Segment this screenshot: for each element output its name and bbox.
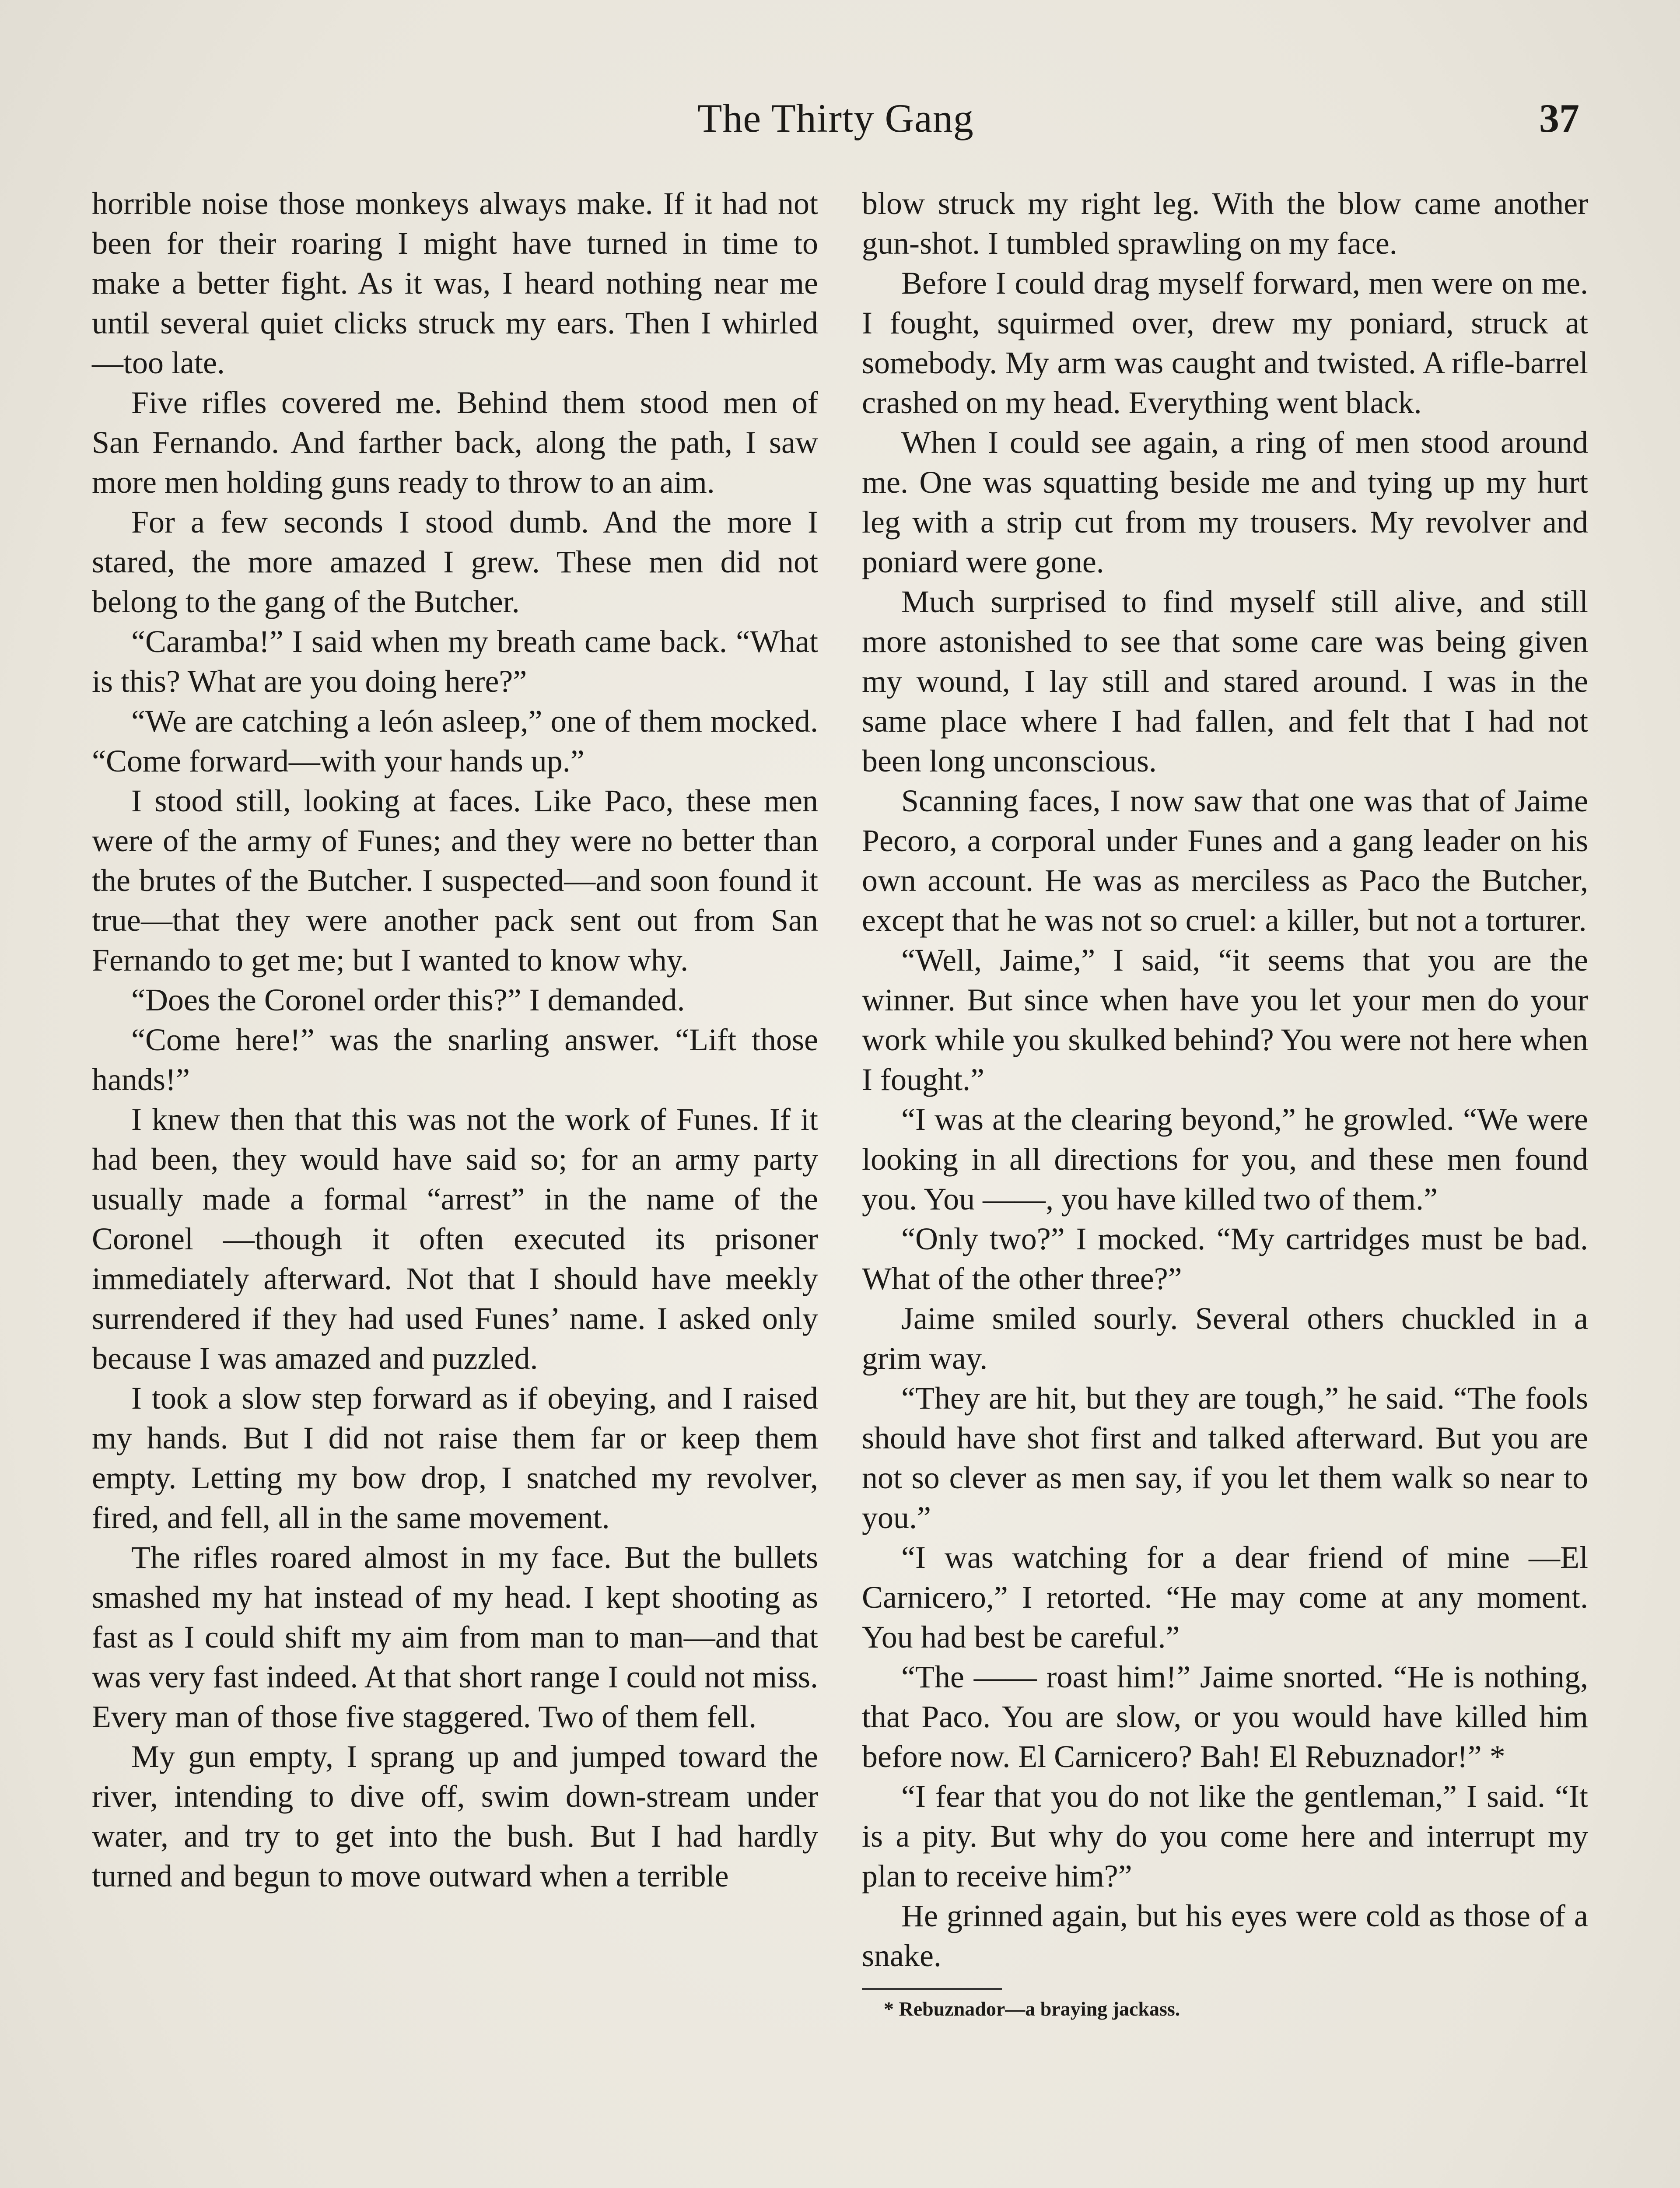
paragraph: Much surprised to find myself still alive, and still more astonished to see that some care was being given my wound, I lay still and stared around. I was in the same place where I had fallen, and felt that I had not been long unconscious. (862, 584, 1588, 778)
paragraph: Five rifles covered me. Behind them stood men of San Fernando. And farther back, along the path, I saw more men holding guns ready to throw to an aim. (92, 385, 818, 500)
paragraph: “The —— roast him!” Jaime snorted. “He is nothing, that Paco. You are slow, or you would have killed him before now. El Carnicero? Bah! El Rebuznador!” * (862, 1659, 1588, 1774)
paragraph: He grinned again, but his eyes were cold as those of a snake. (862, 1898, 1588, 1973)
paragraph: blow struck my right leg. With the blow came another gun-shot. I tumbled sprawling on my face. (862, 186, 1588, 261)
paragraph: “I fear that you do not like the gentleman,” I said. “It is a pity. But why do you come here and interrupt my plan to receive him?” (862, 1779, 1588, 1893)
right-column (862, 184, 1588, 2188)
paragraph: Jaime smiled sourly. Several others chuckled in a grim way. (862, 1301, 1588, 1376)
paragraph: When I could see again, a ring of men stood around me. One was squatting beside me and tying up my hurt leg with a strip cut from my trousers. My revolver and poniard were gone. (862, 425, 1588, 579)
running-title: The Thirty Gang (697, 96, 974, 140)
paragraph: I took a slow step forward as if obeying, and I raised my hands. But I did not raise them far or keep them empty. Letting my bow drop, I snatched my revolver, fired, and fell, all in the same movement. (92, 1381, 818, 1535)
paragraph: horrible noise those monkeys always make. If it had not been for their roaring I might have turned in time to make a better fight. As it was, I heard nothing near me until several quiet clicks struck my ears. Then I whirled—too late. (92, 186, 818, 380)
running-header (92, 90, 1579, 147)
paragraph: “Well, Jaime,” I said, “it seems that you are the winner. But since when have you let your men do your work while you skulked behind? You were not here when I fought.” (862, 943, 1588, 1097)
paragraph: Scanning faces, I now saw that one was that of Jaime Pecoro, a corporal under Funes and a gang leader on his own account. He was as merciless as Paco the Butcher, except that he was not so cruel: a killer, but not a torturer. (862, 783, 1588, 938)
paragraph: “Does the Coronel order this?” I demanded. (131, 982, 685, 1017)
paragraph: “Caramba!” I said when my breath came back. “What is this? What are you doing here?” (92, 624, 818, 699)
paragraph: “I was at the clearing beyond,” he growled. “We were looking in all directions for you, and these men found you. You ——, you have killed two of them.” (862, 1102, 1588, 1217)
paragraph: For a few seconds I stood dumb. And the more I stared, the more amazed I grew. These men did not belong to the gang of the Butcher. (92, 505, 818, 619)
paragraph: “They are hit, but they are tough,” he said. “The fools should have shot first and talked afterward. But you are not so clever as men say, if you let them walk so near to you.” (862, 1381, 1588, 1535)
paragraph: “I was watching for a dear friend of mine —El Carnicero,” I retorted. “He may come at any moment. You had best be careful.” (862, 1540, 1588, 1655)
paragraph: Before I could drag myself forward, men were on me. I fought, squirmed over, drew my poniard, struck at somebody. My arm was caught and twisted. A rifle-barrel crashed on my head. Everything went black. (862, 266, 1588, 420)
paragraph: My gun empty, I sprang up and jumped toward the river, intending to dive off, swim down-stream under water, and try to get into the bush. But I had hardly turned and begun to move outward when a terrible (92, 1739, 818, 1893)
paragraph: I stood still, looking at faces. Like Paco, these men were of the army of Funes; and they were no better than the brutes of the Butcher. I suspected—and soon found it true—that they were another pack sent out from San Fernando to get me; but I wanted to know why. (92, 783, 818, 978)
paragraph: “Come here!” was the snarling answer. “Lift those hands!” (92, 1022, 818, 1097)
paragraph: I knew then that this was not the work of Funes. If it had been, they would have said so; for an army party usually made a formal “arrest” in the name of the Coronel —though it often executed its prisoner immediately afterward. Not that I should have meekly surrendered if they had used Funes’ name. I asked only because I was amazed and puzzled. (92, 1102, 818, 1376)
paragraph: The rifles roared almost in my face. But the bullets smashed my hat instead of my head. I kept shooting as fast as I could shift my aim from man to man—and that was very fast indeed. At that short range I could not miss. Every man of those five staggered. Two of them fell. (92, 1540, 818, 1734)
right-column-paragraphs (862, 184, 1588, 1976)
left-column (92, 184, 818, 2188)
footnote-rule (862, 1988, 1002, 1990)
paragraph: “We are catching a león asleep,” one of them mocked. “Come forward—with your hands up.” (92, 704, 818, 778)
paragraph: “Only two?” I mocked. “My cartridges must be bad. What of the other three?” (862, 1221, 1588, 1296)
text-columns (92, 184, 1588, 2188)
page-number: 37 (1539, 96, 1579, 140)
footnote: * Rebuznador—a braying jackass. (884, 1998, 1180, 2020)
